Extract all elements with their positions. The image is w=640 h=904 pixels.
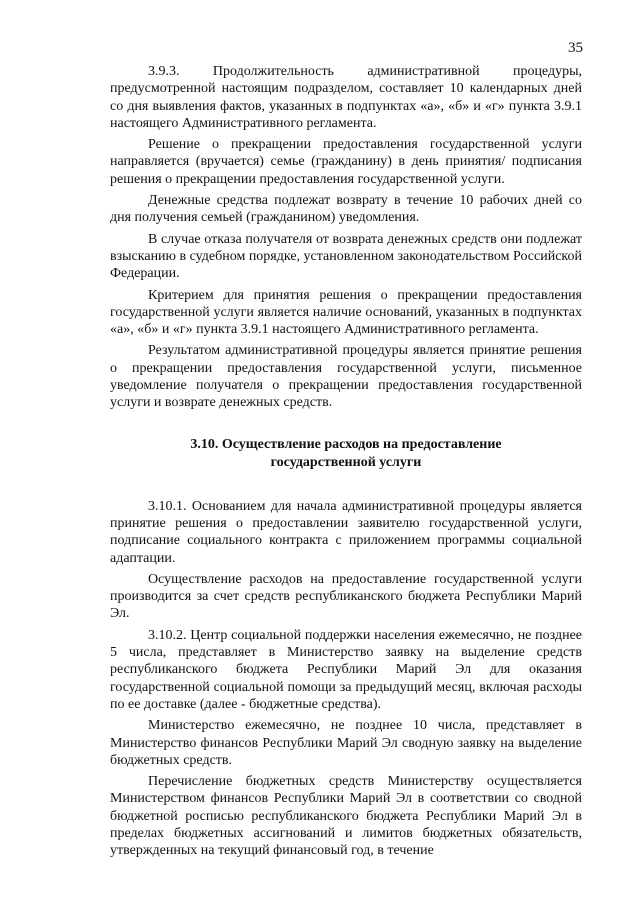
paragraph: В случае отказа получателя от возврата денежных средств они подлежат взысканию в судебном порядке, установленном законодательством Российской Федерации. [110,231,582,282]
paragraph: Денежные средства подлежат возврату в течение 10 рабочих дней со дня получения семьей (гражданином) уведомления. [110,193,582,226]
paragraph: 3.10.1. Основанием для начала административной процедуры является принятие решения о предоставлении заявителю государственной услуги, подписание социального контракта с приложением программы социальной адаптации. [110,498,582,566]
paragraph: 3.10.2. Центр социальной поддержки населения ежемесячно, не позднее 5 числа, представляет в Министерство заявку на выделение средств республиканского бюджета Республики Марий Эл для оказания государственной социальной помощи за предыдущий месяц, включая расходы по ее доставке (далее - бюджетные средства). [110,627,582,712]
paragraph: Осуществление расходов на предоставление государственной услуги производится за счет средств республиканского бюджета Республики Марий Эл. [110,571,582,622]
page-number: 35 [568,40,583,56]
paragraph: Перечисление бюджетных средств Министерству осуществляется Министерством финансов Республики Марий Эл в соответствии со сводной бюджетной росписью республиканского бюджета Республики Марий Эл в пределах бюджетных ассигнований и лимитов бюджетных обязательств, утвержденных на текущий финансовый год, в течение [110,774,582,859]
document-body [110,63,582,860]
section-heading [110,436,582,472]
paragraph: Критерием для принятия решения о прекращении предоставления государственной услуги является наличие оснований, указанных в подпунктах «а», «б» и «г» пункта 3.9.1 настоящего Административного регламента. [110,287,582,338]
paragraph: Решение о прекращении предоставления государственной услуги направляется (вручается) семье (гражданину) в день принятия/ подписания решения о прекращении предоставления государственной услуги. [110,137,582,187]
section-heading-line2: государственной услуги [270,454,422,470]
paragraph: Результатом административной процедуры является принятие решения о прекращении предоставления государственной услуги, письменное уведомление получателя о прекращении предоставления государственной услуги и возврате денежных средств. [110,343,582,411]
paragraph: 3.9.3. Продолжительность административной процедуры, предусмотренной настоящим подразделом, составляет 10 календарных дней со дня выявления фактов, указанных в подпунктах «а», «б» и «г» пункта 3.9.1 настоящего Административного регламента. [110,64,582,131]
paragraph: Министерство ежемесячно, не позднее 10 числа, представляет в Министерство финансов Республики Марий Эл сводную заявку на выделение бюджетных средств. [110,718,582,768]
section-heading-line1: 3.10. Осуществление расходов на предоставление [190,436,502,452]
